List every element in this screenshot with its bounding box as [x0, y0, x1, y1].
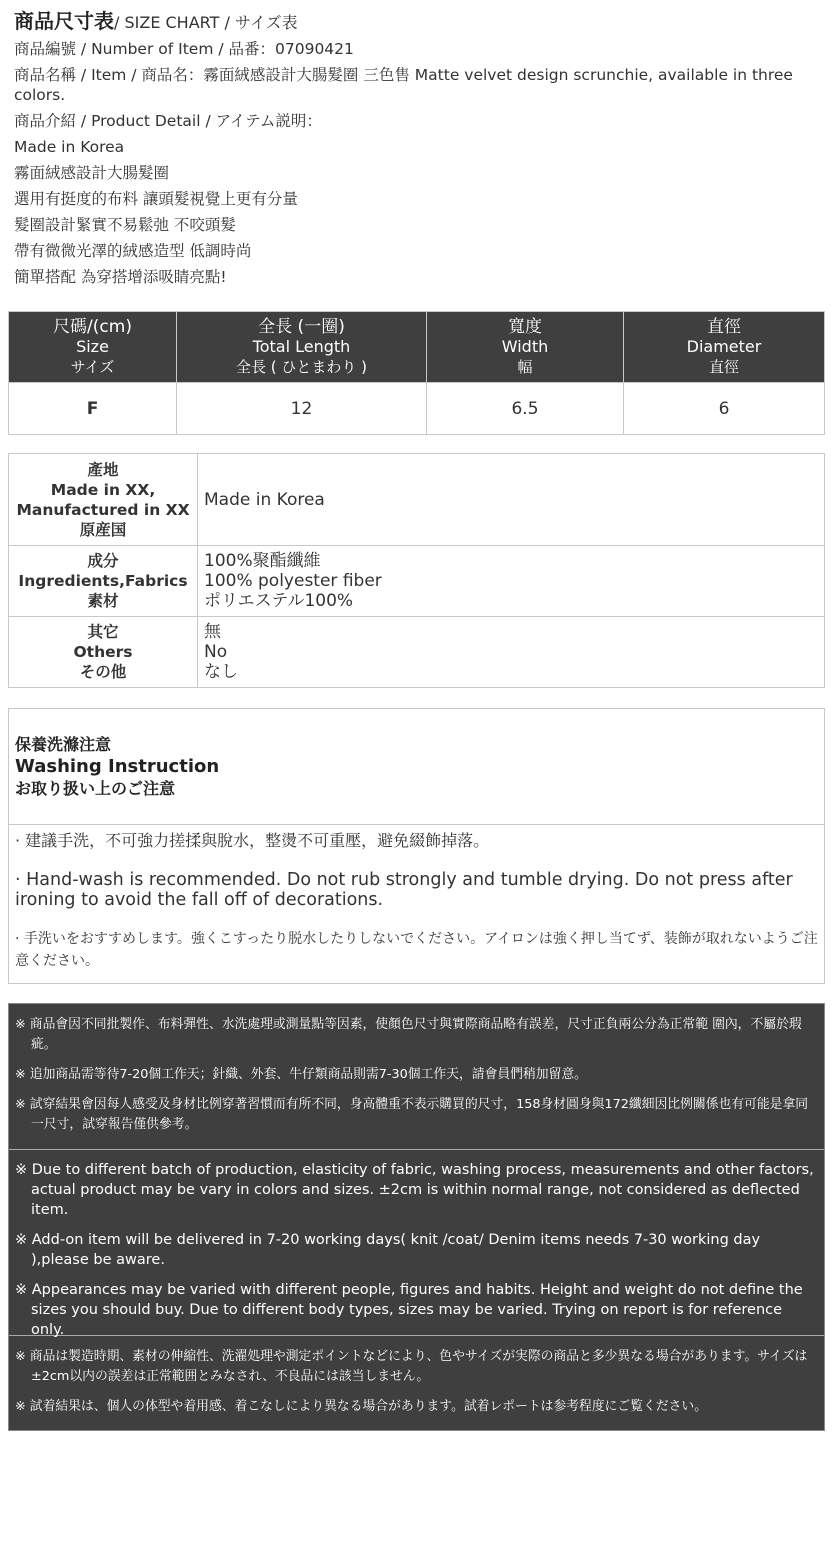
washing-text-zh: · 建議手洗，不可強力搓揉與脫水，整燙不可重壓，避免綴飾掉落。 [15, 831, 490, 850]
detail-line: 帶有微微光澤的絨感造型 低調時尚 [14, 242, 252, 260]
others-value-ja: なし [204, 662, 238, 682]
product-info-table [8, 453, 825, 688]
washing-title-ja: お取り扱い上のご注意 [15, 779, 176, 798]
notice-item: ※ 試穿結果會因每人感受及身材比例穿著習慣而有所不同，身高體重不表示購買的尺寸，158身材圓身與172纖細因比例關係也有可能是拿同一尺寸，試穿報告僅供參考。 [15, 1097, 809, 1132]
notice-item: ※ Add-on item will be delivered in 7-20 working days( knit /coat/ Denim items needs 7-30 working day ),please be aware. [15, 1232, 761, 1268]
notice-section-en [9, 1150, 824, 1336]
size-chart-subtitle: / SIZE CHART / サイズ表 [114, 13, 298, 32]
others-label-zh: 其它 [87, 623, 119, 641]
detail-line: 簡單搭配 為穿搭增添吸睛亮點! [14, 268, 227, 286]
size-table [8, 311, 825, 435]
notice-item: ※ 商品は製造時期、素材の伸縮性、洗濯処理や測定ポイントなどにより、色やサイズが実際の商品と多少異なる場合があります。サイズは±2cm以内の誤差は正常範囲とみなされ、不良品には該当しません。 [15, 1349, 808, 1384]
header-diameter-zh: 直徑 [707, 317, 741, 337]
cell-total-length: 12 [177, 383, 427, 435]
ingredients-label-zh: 成分 [87, 552, 119, 570]
detail-line: 霧面絨感設計大腸髮圈 [14, 164, 170, 182]
header-size-ja: サイズ [70, 358, 115, 376]
cell-diameter: 6 [624, 383, 825, 435]
notice-item: ※ 追加商品需等待7-20個工作天；針織、外套、牛仔類商品則需7-30個工作天，請會員們稍加留意。 [15, 1067, 587, 1082]
notice-section-zh [9, 1004, 824, 1150]
origin-label [9, 454, 198, 546]
detail-line: Made in Korea [14, 138, 125, 156]
notice-item: ※ Appearances may be varied with different people, figures and habits. Height and weight do not define the sizes you should buy. Due to different body types, sizes may be varied. Trying on report is for reference only. [15, 1282, 803, 1338]
detail-line: 選用有挺度的布料 讓頭髮視覺上更有分量 [14, 190, 298, 208]
size-table-header-row [9, 312, 825, 383]
origin-label-ja: 原産国 [79, 520, 127, 539]
size-chart-title: 商品尺寸表 [14, 9, 114, 33]
others-value-en: No [204, 642, 228, 662]
header-length-en: Total Length [252, 337, 351, 356]
notice-item: ※ Due to different batch of production, elasticity of fabric, washing process, measurements and other factors, actual product may be vary in colors and sizes. ±2cm is within normal range, not considered as deflected item. [15, 1162, 814, 1218]
header-size [9, 312, 177, 383]
header-width-zh: 寬度 [508, 317, 542, 337]
item-number: 商品編號 / Number of Item / 品番：07090421 [14, 40, 354, 58]
header-total-length [177, 312, 427, 383]
page-title [14, 8, 824, 36]
item-name: 商品名稱 / Item / 商品名：霧面絨感設計大腸髮圈 三色售 Matte velvet design scrunchie, available in three colors. [14, 66, 793, 104]
cell-size: F [9, 383, 177, 435]
product-detail-label: 商品介紹 / Product Detail / アイテム説明： [14, 112, 322, 130]
origin-row [9, 454, 825, 546]
origin-label-en2: Manufactured in XX [16, 500, 190, 519]
notice-panel [8, 1003, 825, 1431]
others-row [9, 617, 825, 688]
header-length-zh: 全長 (一圈) [258, 317, 345, 337]
header-width-en: Width [501, 337, 549, 356]
header-width-ja: 幅 [517, 358, 533, 376]
others-value-zh: 無 [204, 622, 221, 642]
ingredients-value [198, 546, 825, 617]
ingredients-value-en: 100% polyester fiber [204, 571, 382, 591]
ingredients-value-zh: 100%聚酯纖維 [204, 551, 321, 571]
notice-section-ja [9, 1336, 824, 1417]
notice-item: ※ 商品會因不同批製作、布料彈性、水洗處理或測量點等因素，使顏色尺寸與實際商品略有誤差，尺寸正負兩公分為正常範 圍內，不屬於瑕疵。 [15, 1017, 802, 1052]
header-width [427, 312, 624, 383]
washing-text-en: · Hand-wash is recommended. Do not rub strongly and tumble drying. Do not press after ironing to avoid the fall off of decorations. [15, 870, 793, 910]
washing-title-zh: 保養洗滌注意 [15, 735, 112, 754]
origin-label-zh: 產地 [87, 460, 119, 479]
table-row [9, 383, 825, 435]
ingredients-value-ja: ポリエステル100% [204, 591, 354, 611]
header-diameter [624, 312, 825, 383]
washing-body [9, 825, 824, 972]
ingredients-label-en: Ingredients,Fabrics [18, 572, 188, 590]
header-size-zh: 尺碼/(cm) [53, 317, 132, 337]
header-diameter-ja: 直徑 [708, 358, 739, 376]
ingredients-row [9, 546, 825, 617]
washing-text-ja: · 手洗いをおすすめします。強くこすったり脱水したりしないでください。アイロンは強く押し当てず、装飾が取れないようご注意ください。 [15, 931, 818, 969]
header-length-ja: 全長 ( ひとまわり ) [235, 358, 367, 376]
others-label [9, 617, 198, 688]
cell-width: 6.5 [427, 383, 624, 435]
others-value [198, 617, 825, 688]
header-diameter-en: Diameter [686, 337, 762, 356]
ingredients-label-ja: 素材 [87, 592, 119, 610]
detail-line: 髮圈設計緊實不易鬆弛 不咬頭髮 [14, 216, 236, 234]
washing-instruction-box [8, 708, 825, 984]
notice-item: ※ 試着結果は、個人の体型や着用感、着こなしにより異なる場合があります。試着レポートは参考程度にご覧ください。 [15, 1399, 708, 1414]
ingredients-label [9, 546, 198, 617]
washing-heading [9, 709, 824, 825]
product-intro [14, 8, 824, 290]
others-label-en: Others [73, 643, 133, 661]
washing-title-en: Washing Instruction [15, 756, 220, 777]
others-label-ja: その他 [79, 663, 127, 681]
origin-label-en1: Made in XX, [50, 480, 156, 499]
header-size-en: Size [76, 337, 109, 356]
origin-value: Made in Korea [198, 454, 825, 546]
